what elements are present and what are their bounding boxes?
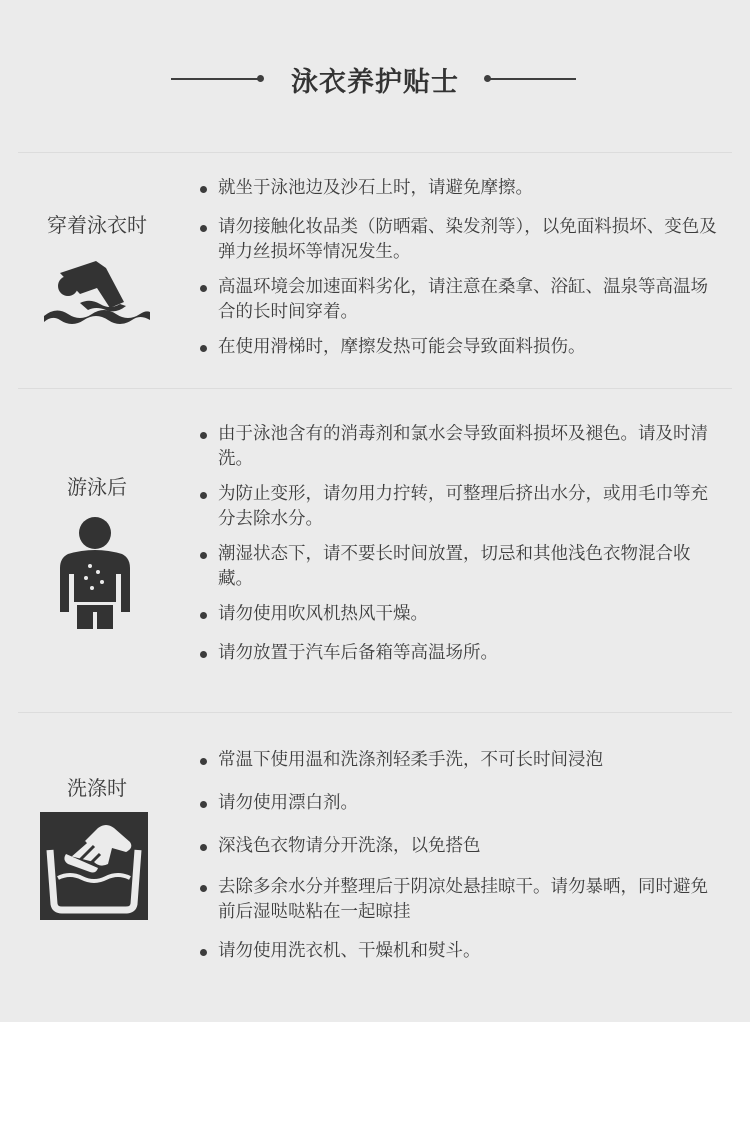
- section-label: 洗涤时: [67, 776, 127, 800]
- title-header: [0, 48, 750, 112]
- tip-item: 请勿使用洗衣机、干燥机和熨斗。: [200, 939, 720, 964]
- tip-item: 为防止变形，请勿用力拧转，可整理后挤出水分，或用毛巾等充分去除水分。: [200, 482, 720, 532]
- tip-item: 请勿使用漂白剂。: [200, 791, 720, 816]
- tips-list: [200, 176, 720, 360]
- tip-item: 请勿使用吹风机热风干燥。: [200, 602, 720, 627]
- tip-item: 潮湿状态下，请不要长时间放置，切忌和其他浅色衣物混合收藏。: [200, 542, 720, 592]
- tips-list: [200, 748, 720, 964]
- title-rule-right: [486, 78, 576, 80]
- tip-item: 去除多余水分并整理后于阴凉处悬挂晾干。请勿暴晒，同时避免前后湿哒哒粘在一起晾挂: [200, 875, 720, 925]
- section-after-swim: [0, 388, 750, 712]
- section-label: 穿着泳衣时: [47, 213, 147, 237]
- tip-item: 由于泳池含有的消毒剂和氯水会导致面料损坏及褪色。请及时清洗。: [200, 422, 720, 472]
- tip-item: 就坐于泳池边及沙石上时，请避免摩擦。: [200, 176, 720, 201]
- tip-item: 深浅色衣物请分开洗涤，以免搭色: [200, 834, 720, 859]
- tip-item: 高温环境会加速面料劣化，请注意在桑拿、浴缸、温泉等高温场合的长时间穿着。: [200, 275, 720, 325]
- tip-item: 在使用滑梯时，摩擦发热可能会导致面料损伤。: [200, 335, 720, 360]
- tip-item: 请勿放置于汽车后备箱等高温场所。: [200, 641, 720, 666]
- swimmer-icon: [40, 258, 152, 324]
- section-label: 游泳后: [67, 475, 127, 499]
- tip-item: 请勿接触化妆品类（防晒霜、染发剂等），以免面料损坏、变色及弹力丝损坏等情况发生。: [200, 215, 720, 265]
- title-rule-left: [171, 78, 261, 80]
- page-title: 泳衣养护贴士: [291, 67, 459, 98]
- section-washing: [0, 712, 750, 1022]
- person-after-swim-icon: [58, 516, 132, 629]
- hand-wash-icon: [40, 812, 148, 920]
- tips-list: [200, 422, 720, 666]
- section-wearing: [0, 152, 750, 388]
- tip-item: 常温下使用温和洗涤剂轻柔手洗，不可长时间浸泡: [200, 748, 720, 773]
- title-dot-left: [257, 75, 264, 82]
